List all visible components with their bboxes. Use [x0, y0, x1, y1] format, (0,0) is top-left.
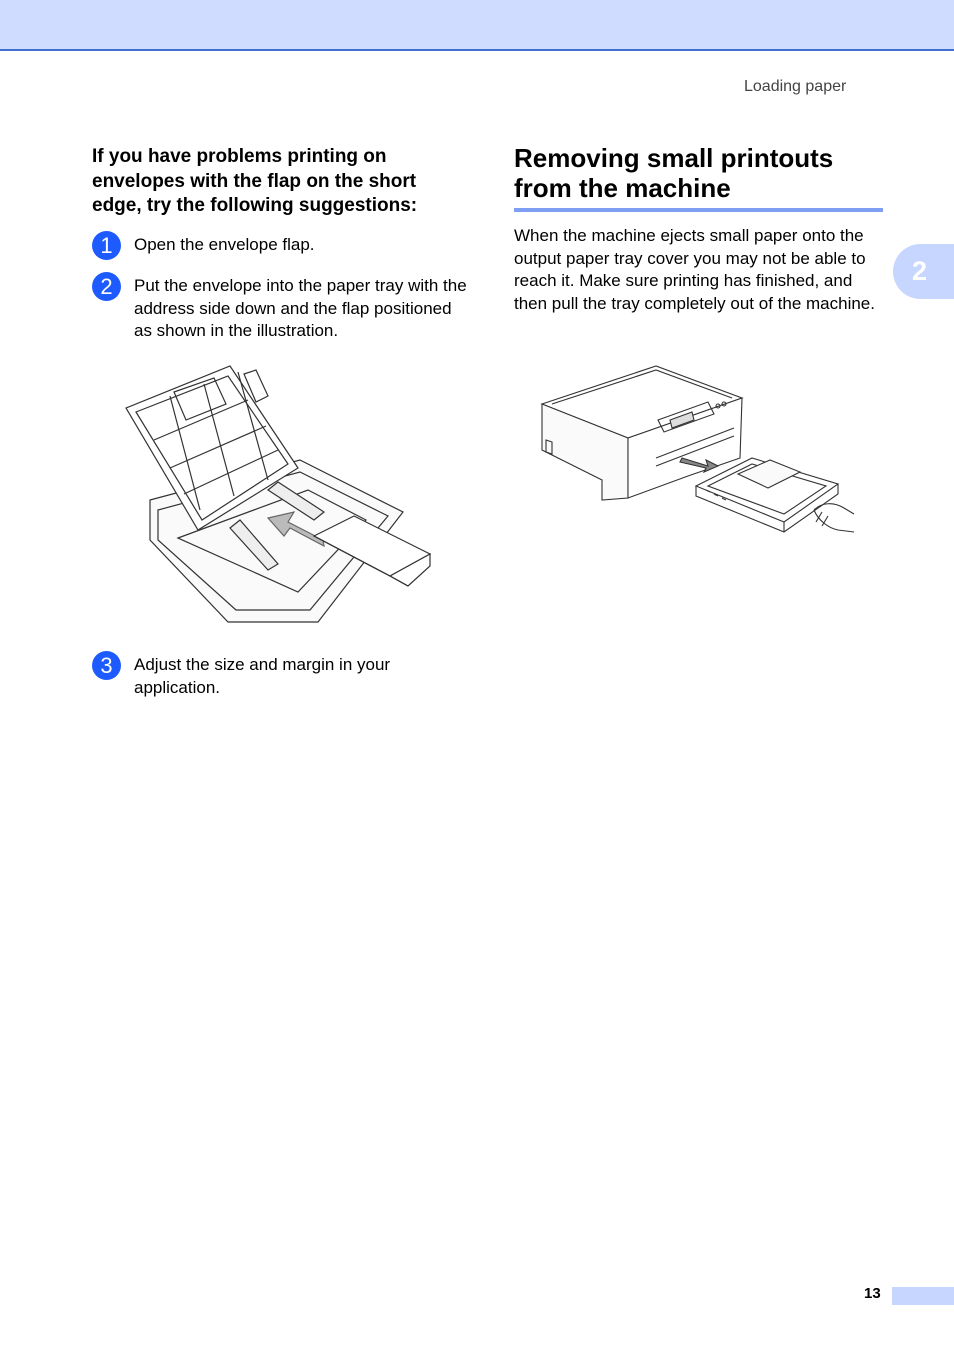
footer-color-band [892, 1287, 954, 1305]
step-text: Adjust the size and margin in your application. [134, 655, 391, 697]
heading-rule [514, 208, 883, 212]
top-color-band [0, 0, 954, 51]
envelope-tray-illustration [118, 360, 438, 630]
page-number: 13 [864, 1285, 881, 1302]
printer-tray-removal-illustration [538, 362, 858, 542]
step-number-badge: 3 [92, 651, 121, 680]
step-number-badge: 2 [92, 272, 121, 301]
removing-printouts-heading: Removing small printouts from the machine [514, 143, 834, 203]
chapter-tab [893, 244, 954, 299]
step-number-badge: 1 [92, 231, 121, 260]
chapter-number: 2 [912, 256, 928, 286]
envelope-problems-heading: If you have problems printing on envelopes with the flap on the short edge, try the following suggestions: [92, 146, 418, 216]
step-text: Put the envelope into the paper tray with the address side down and the flap positioned as shown in the illustration. [134, 276, 467, 340]
running-header: Loading paper [744, 78, 847, 95]
removing-printouts-paragraph: When the machine ejects small paper onto the output paper tray cover you may not be able to reach it. Make sure printing has finished, and then pull the tray completely out of the machine. [514, 226, 875, 313]
step-text: Open the envelope flap. [134, 235, 315, 254]
